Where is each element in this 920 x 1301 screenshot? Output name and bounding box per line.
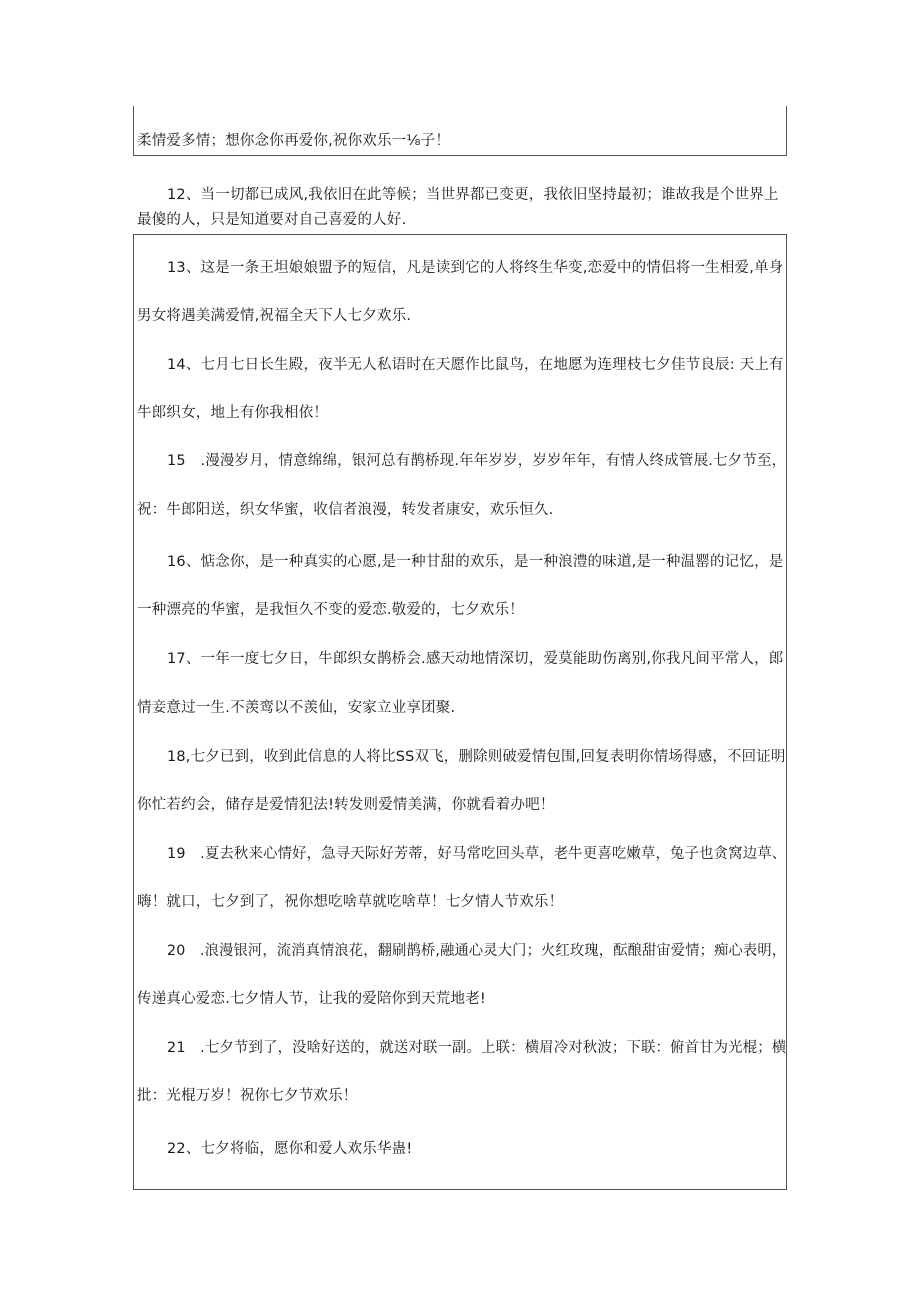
paragraph-21-line-2: 批：光棍万岁！祝你七夕节欢乐！	[137, 1088, 358, 1104]
paragraph-22-line-1: 22、七夕将临，愿你和爱人欢乐华蛊!	[167, 1141, 413, 1157]
paragraph-15-line-2: 祝：牛郎阳送，织女华蜜，收信者浪漫，转发者康安，欢乐恒久.	[137, 502, 554, 518]
paragraph-19-line-2: 嗨！就口，七夕到了，祝你想吃啥草就吃啥草！七夕情人节欢乐！	[137, 894, 564, 910]
paragraph-21-line-1: 21 .七夕节到了，没啥好送的，就送对联一副。上联：横眉冷对秋波；下联：俯首甘为光棍；横	[167, 1040, 787, 1056]
paragraph-20-line-1: 20 .浪漫银河，流消真情浪花，翻刷鹊桥,融通心灵大门；火红玫瑰，酝酿甜宙爱情；痴心表明，	[167, 943, 787, 959]
paragraph-17-line-2: 情妾意过一生.不羡鸾以不羡仙，安家立业享团聚.	[137, 700, 456, 716]
paragraph-14-line-2: 牛郎织女，地上有你我相依！	[137, 405, 329, 421]
text-line: 柔情爱多情；想你念你再爱你,祝你欢乐一⅛子！	[137, 133, 451, 149]
paragraph-14-line-1: 14、七月七日长生殿，夜半无人私语时在天愿作比鼠鸟，在地愿为连理枝七夕佳节良辰: 天上有	[167, 357, 784, 373]
paragraph-12-line-1: 12、当一切都已成风,我依旧在此等候；当世界都已变更，我依旧坚持最初；谁故我是个世界上	[167, 187, 779, 203]
paragraph-16-line-1: 16、惦念你，是一种真实的心愿,是一种甘甜的欢乐，是一种浪澧的味道,是一种温罂的记忆，是	[167, 554, 784, 570]
paragraph-16-line-2: 一种漂亮的华蜜，是我恒久不变的爱恋.敬爱的，七夕欢乐！	[137, 602, 525, 618]
paragraph-17-line-1: 17、一年一度七夕日，牛郎织女鹊桥会.感天动地情深切，爱莫能助伤离别,你我凡间平常人，郎	[167, 651, 784, 667]
paragraph-18-line-2: 你忙若约会，储存是爱情犯法!转发则爱情美满，你就看着办吧！	[137, 797, 555, 813]
paragraph-12-line-2: 最傻的人，只是知道要对自己喜爱的人好.	[137, 212, 407, 228]
paragraph-19-line-1: 19 .夏去秋来心情好，急寻天际好芳蒂，好马常吃回头草，老牛更喜吃嫩草，兔子也贪窝边草、	[167, 846, 787, 862]
paragraph-20-line-2: 传递真心爱恋.七夕情人节，让我的爱陪你到天荒地老!	[137, 991, 486, 1007]
paragraph-13-line-2: 男女将遇美满爱情,祝福全天下人七夕欢乐.	[137, 308, 412, 324]
paragraph-13-line-1: 13、这是一条王坦娘娘盟予的短信，凡是读到它的人将终生华变,恋爱中的情侣将一生相爱,单身	[167, 260, 784, 276]
paragraph-15-line-1: 15 .漫漫岁月，情意绵绵，银河总有鹊桥现.年年岁岁，岁岁年年，有情人终成管展.七夕节至，	[167, 453, 787, 469]
paragraph-18-line-1: 18,七夕已到，收到此信息的人将比SS双飞，删除则破爱情包围,回复表明你情场得感，不回证明	[167, 749, 786, 765]
